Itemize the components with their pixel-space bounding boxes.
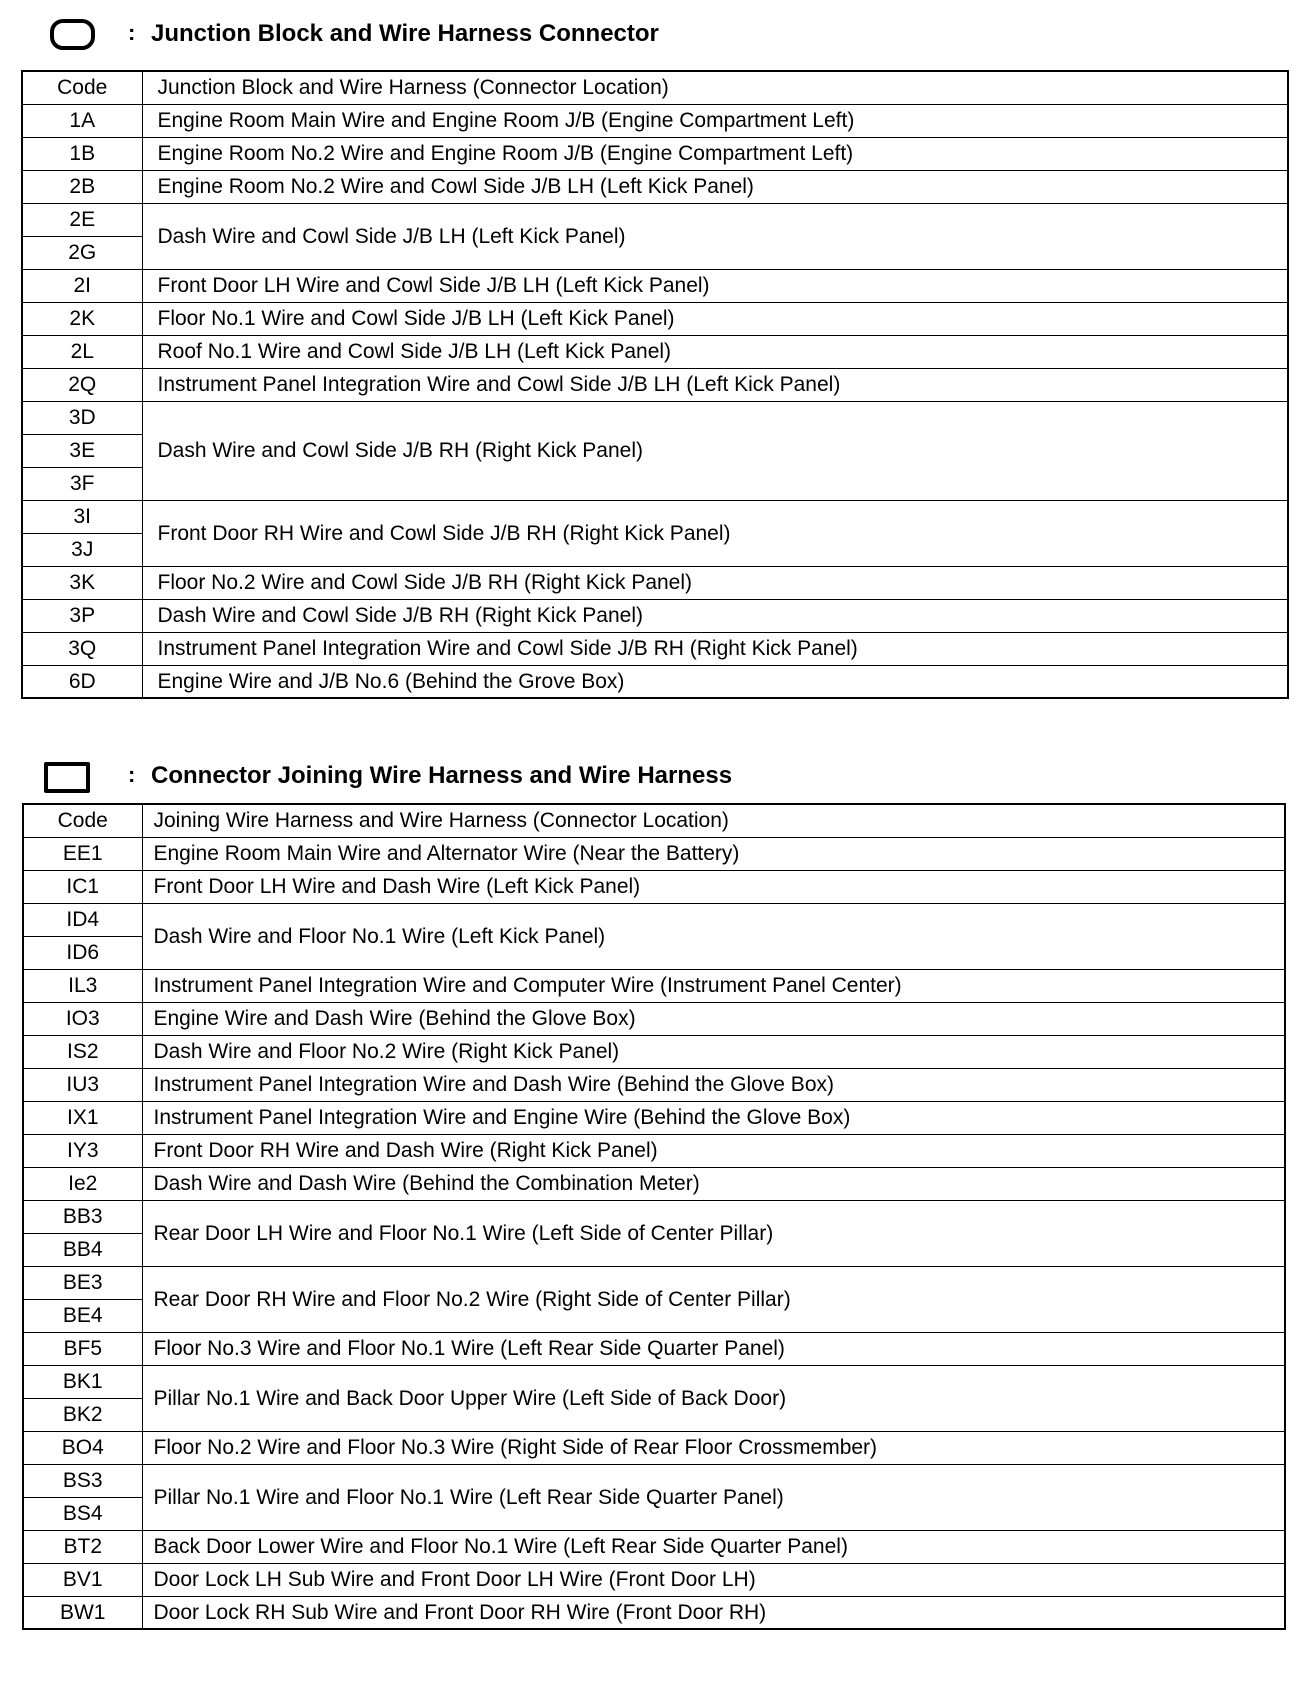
description-cell: Floor No.2 Wire and Floor No.3 Wire (Right Side of Rear Floor Crossmember) bbox=[142, 1431, 1285, 1464]
code-cell: 3D bbox=[22, 401, 142, 434]
table-row bbox=[23, 1266, 1285, 1299]
section2-title: Connector Joining Wire Harness and Wire Harness bbox=[151, 762, 733, 789]
code-cell: BK1 bbox=[23, 1365, 142, 1398]
code-cell: ID6 bbox=[23, 936, 142, 969]
description-cell: Pillar No.1 Wire and Floor No.1 Wire (Left Rear Side Quarter Panel) bbox=[142, 1464, 1285, 1530]
table-row bbox=[23, 969, 1285, 1002]
table-row bbox=[22, 632, 1288, 665]
description-cell: Instrument Panel Integration Wire and Cowl Side J/B LH (Left Kick Panel) bbox=[142, 368, 1288, 401]
code-cell: IL3 bbox=[23, 969, 142, 1002]
code-cell: EE1 bbox=[23, 837, 142, 870]
code-cell: IS2 bbox=[23, 1035, 142, 1068]
description-cell: Dash Wire and Floor No.2 Wire (Right Kick Panel) bbox=[142, 1035, 1285, 1068]
description-cell: Door Lock RH Sub Wire and Front Door RH Wire (Front Door RH) bbox=[142, 1596, 1285, 1629]
description-cell: Front Door RH Wire and Cowl Side J/B RH (Right Kick Panel) bbox=[142, 500, 1288, 566]
table-row bbox=[23, 1332, 1285, 1365]
code-cell: 6D bbox=[22, 665, 142, 698]
description-cell: Dash Wire and Dash Wire (Behind the Combination Meter) bbox=[142, 1167, 1285, 1200]
table-row bbox=[22, 203, 1288, 236]
table-header-row bbox=[23, 804, 1285, 837]
code-cell: 3I bbox=[22, 500, 142, 533]
table-row bbox=[23, 1530, 1285, 1563]
table-row bbox=[22, 170, 1288, 203]
description-cell: Engine Room Main Wire and Alternator Wire (Near the Battery) bbox=[142, 837, 1285, 870]
table-row bbox=[23, 1068, 1285, 1101]
table-row bbox=[23, 903, 1285, 936]
description-cell: Pillar No.1 Wire and Back Door Upper Wire (Left Side of Back Door) bbox=[142, 1365, 1285, 1431]
description-cell: Engine Wire and Dash Wire (Behind the Glove Box) bbox=[142, 1002, 1285, 1035]
table-row bbox=[22, 269, 1288, 302]
description-cell: Engine Room No.2 Wire and Cowl Side J/B LH (Left Kick Panel) bbox=[142, 170, 1288, 203]
code-cell: 2B bbox=[22, 170, 142, 203]
code-cell: BB4 bbox=[23, 1233, 142, 1266]
description-cell: Floor No.2 Wire and Cowl Side J/B RH (Right Kick Panel) bbox=[142, 566, 1288, 599]
table-row bbox=[23, 1035, 1285, 1068]
table-row bbox=[23, 1365, 1285, 1398]
code-cell: IO3 bbox=[23, 1002, 142, 1035]
table-row bbox=[23, 1167, 1285, 1200]
square-icon bbox=[44, 762, 90, 793]
table-row bbox=[22, 566, 1288, 599]
code-cell: BE3 bbox=[23, 1266, 142, 1299]
code-cell: BE4 bbox=[23, 1299, 142, 1332]
description-cell: Dash Wire and Cowl Side J/B RH (Right Kick Panel) bbox=[142, 401, 1288, 500]
description-cell: Engine Room No.2 Wire and Engine Room J/B (Engine Compartment Left) bbox=[142, 137, 1288, 170]
table-header-row bbox=[22, 71, 1288, 104]
code-cell: BS4 bbox=[23, 1497, 142, 1530]
section1-colon: : bbox=[128, 20, 136, 45]
table-row bbox=[23, 1464, 1285, 1497]
description-cell: Floor No.1 Wire and Cowl Side J/B LH (Left Kick Panel) bbox=[142, 302, 1288, 335]
code-cell: 2I bbox=[22, 269, 142, 302]
code-cell: 2K bbox=[22, 302, 142, 335]
description-cell: Instrument Panel Integration Wire and Cowl Side J/B RH (Right Kick Panel) bbox=[142, 632, 1288, 665]
header-code: Code bbox=[23, 804, 142, 837]
description-cell: Roof No.1 Wire and Cowl Side J/B LH (Left Kick Panel) bbox=[142, 335, 1288, 368]
section2-colon: : bbox=[128, 762, 136, 787]
description-cell: Front Door LH Wire and Cowl Side J/B LH (Left Kick Panel) bbox=[142, 269, 1288, 302]
description-cell: Engine Room Main Wire and Engine Room J/B (Engine Compartment Left) bbox=[142, 104, 1288, 137]
description-cell: Engine Wire and J/B No.6 (Behind the Grove Box) bbox=[142, 665, 1288, 698]
description-cell: Rear Door RH Wire and Floor No.2 Wire (Right Side of Center Pillar) bbox=[142, 1266, 1285, 1332]
code-cell: 3Q bbox=[22, 632, 142, 665]
table-row bbox=[23, 1431, 1285, 1464]
table-row bbox=[23, 1596, 1285, 1629]
connector-joining-table bbox=[22, 803, 1286, 1630]
table-row bbox=[22, 137, 1288, 170]
table-row bbox=[23, 1200, 1285, 1233]
table-row bbox=[23, 1101, 1285, 1134]
description-cell: Instrument Panel Integration Wire and Computer Wire (Instrument Panel Center) bbox=[142, 969, 1285, 1002]
code-cell: BK2 bbox=[23, 1398, 142, 1431]
description-cell: Floor No.3 Wire and Floor No.1 Wire (Left Rear Side Quarter Panel) bbox=[142, 1332, 1285, 1365]
code-cell: 2G bbox=[22, 236, 142, 269]
code-cell: Ie2 bbox=[23, 1167, 142, 1200]
code-cell: 3P bbox=[22, 599, 142, 632]
table-row bbox=[23, 1134, 1285, 1167]
description-cell: Front Door RH Wire and Dash Wire (Right Kick Panel) bbox=[142, 1134, 1285, 1167]
code-cell: BO4 bbox=[23, 1431, 142, 1464]
code-cell: IY3 bbox=[23, 1134, 142, 1167]
code-cell: 3E bbox=[22, 434, 142, 467]
code-cell: 1A bbox=[22, 104, 142, 137]
rounded-rectangle-icon bbox=[50, 19, 95, 50]
table-row bbox=[23, 1563, 1285, 1596]
code-cell: IC1 bbox=[23, 870, 142, 903]
code-cell: IU3 bbox=[23, 1068, 142, 1101]
description-cell: Door Lock LH Sub Wire and Front Door LH Wire (Front Door LH) bbox=[142, 1563, 1285, 1596]
code-cell: 2Q bbox=[22, 368, 142, 401]
table-row bbox=[22, 302, 1288, 335]
description-cell: Dash Wire and Cowl Side J/B LH (Left Kick Panel) bbox=[142, 203, 1288, 269]
code-cell: BV1 bbox=[23, 1563, 142, 1596]
table-row bbox=[22, 368, 1288, 401]
description-cell: Dash Wire and Floor No.1 Wire (Left Kick Panel) bbox=[142, 903, 1285, 969]
code-cell: BW1 bbox=[23, 1596, 142, 1629]
code-cell: BS3 bbox=[23, 1464, 142, 1497]
code-cell: 2L bbox=[22, 335, 142, 368]
table-row bbox=[22, 500, 1288, 533]
description-cell: Rear Door LH Wire and Floor No.1 Wire (Left Side of Center Pillar) bbox=[142, 1200, 1285, 1266]
table-row bbox=[22, 665, 1288, 698]
header-description: Junction Block and Wire Harness (Connector Location) bbox=[142, 71, 1288, 104]
table-row bbox=[22, 401, 1288, 434]
code-cell: 3K bbox=[22, 566, 142, 599]
code-cell: 3J bbox=[22, 533, 142, 566]
table-row bbox=[23, 837, 1285, 870]
table-row bbox=[22, 104, 1288, 137]
code-cell: BT2 bbox=[23, 1530, 142, 1563]
junction-block-table bbox=[21, 70, 1289, 699]
code-cell: ID4 bbox=[23, 903, 142, 936]
table-row bbox=[23, 1002, 1285, 1035]
code-cell: IX1 bbox=[23, 1101, 142, 1134]
code-cell: BB3 bbox=[23, 1200, 142, 1233]
header-code: Code bbox=[22, 71, 142, 104]
code-cell: 3F bbox=[22, 467, 142, 500]
code-cell: 1B bbox=[22, 137, 142, 170]
description-cell: Back Door Lower Wire and Floor No.1 Wire (Left Rear Side Quarter Panel) bbox=[142, 1530, 1285, 1563]
description-cell: Dash Wire and Cowl Side J/B RH (Right Kick Panel) bbox=[142, 599, 1288, 632]
description-cell: Instrument Panel Integration Wire and Dash Wire (Behind the Glove Box) bbox=[142, 1068, 1285, 1101]
table-row bbox=[22, 335, 1288, 368]
table-row bbox=[23, 870, 1285, 903]
table-row bbox=[22, 599, 1288, 632]
header-description: Joining Wire Harness and Wire Harness (Connector Location) bbox=[142, 804, 1285, 837]
code-cell: BF5 bbox=[23, 1332, 142, 1365]
description-cell: Instrument Panel Integration Wire and Engine Wire (Behind the Glove Box) bbox=[142, 1101, 1285, 1134]
section1-title: Junction Block and Wire Harness Connector bbox=[151, 20, 659, 47]
code-cell: 2E bbox=[22, 203, 142, 236]
description-cell: Front Door LH Wire and Dash Wire (Left Kick Panel) bbox=[142, 870, 1285, 903]
